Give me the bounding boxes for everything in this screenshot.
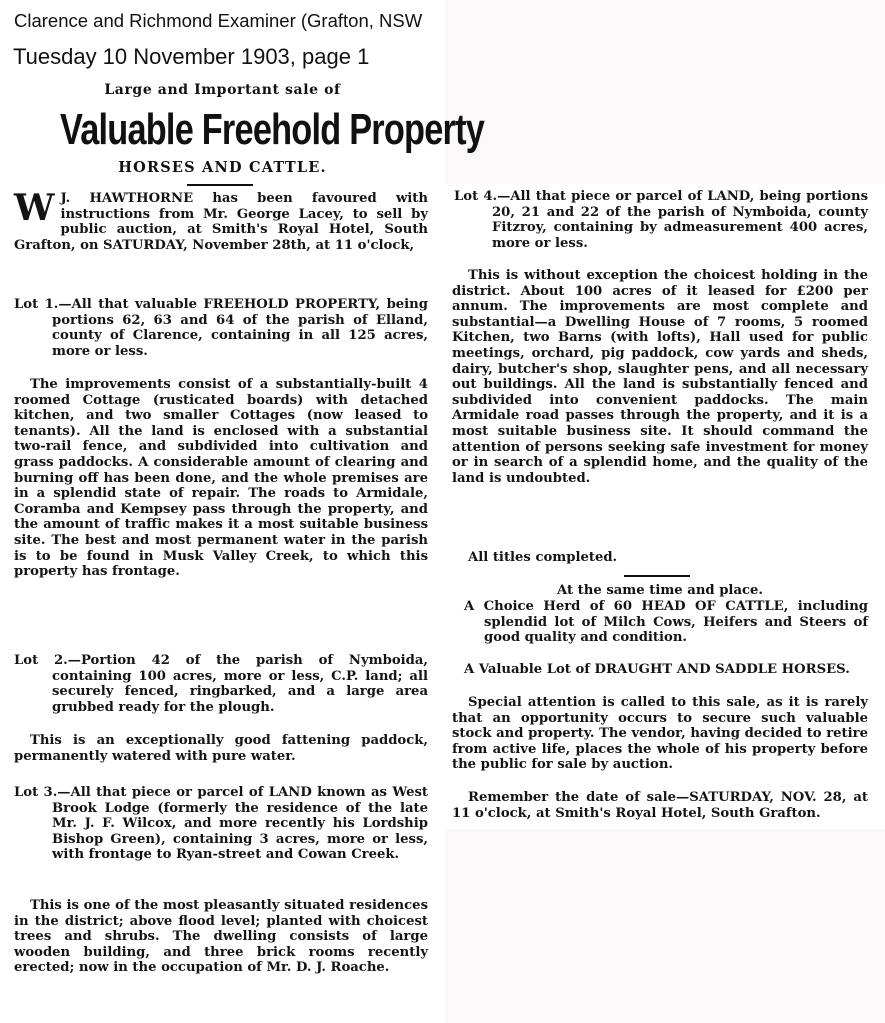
special-attention-paragraph: Special attention is called to this sale, as it is rarely that an opportunity occurs to secure such valuable stock and property. The vendor, having decided to retire from active life, places the whole of his property before the public for sale by auction.: [452, 695, 868, 773]
cattle-paragraph: A Choice Herd of 60 HEAD OF CATTLE, including splendid lot of Milch Cows, Heifers and Steers of good quality and condition.: [464, 599, 868, 646]
divider-rule: [624, 575, 690, 577]
intro-text: J. HAWTHORNE has been favoured with instructions from Mr. George Lacey, to sell by public auction, at Smith's Royal Hotel, South Grafton, on SATURDAY, November 28th, at 11 o'clock,: [14, 191, 428, 253]
lot-1-paragraph: Lot 1.—All that valuable FREEHOLD PROPERTY, being portions 62, 63 and 64 of the parish of Elland, county of Clarence, containing in all 125 acres, more or less.: [14, 297, 428, 359]
divider-rule: [187, 184, 253, 186]
advert-headline: Valuable Freehold Property: [59, 105, 485, 154]
same-time-line: At the same time and place.: [556, 583, 764, 598]
lot-1-description: The improvements consist of a substantially-built 4 roomed Cottage (rusticated boards) with detached kitchen, and two smaller Cottages (now leased to tenants). All the land is enclosed with a substantial two-rail fence, and subdivided into cultivation and grass paddocks. A considerable amount of clearing and burning off has been done, and the whole premises are in a splendid state of repair. The roads to Armidale, Coramba and Kempsey pass through the property, and the amount of traffic makes it a most suitable business site. The best and most permanent water in the parish is to be found in Musk Valley Creek, to which this property has frontage.: [14, 377, 428, 580]
date-caption: Tuesday 10 November 1903, page 1: [13, 44, 370, 69]
drop-cap: W: [14, 187, 55, 229]
advert-subhead: HORSES AND CATTLE.: [118, 159, 327, 176]
titles-completed: All titles completed.: [468, 550, 618, 565]
lot-2-description: This is an exceptionally good fattening paddock, permanently watered with pure water.: [14, 733, 428, 764]
horses-paragraph: A Valuable Lot of DRAUGHT AND SADDLE HORSES.: [464, 662, 850, 677]
lot-4-description: This is without exception the choicest holding in the district. About 100 acres of it leased for £200 per annum. The improvements are most complete and substantial—a Dwelling House of 7 rooms, 5 roomed Kitchen, two Barns (with lofts), Hall used for public meetings, orchard, pig paddock, cow yards and sheds, dairy, butcher's shop, slaughter pens, and all necessary out buildings. All the land is substantially fenced and subdivided into convenient paddocks. The main Armidale road passes through the property, and it is a most suitable business site. It should command the attention of persons seeking safe investment for money or in search of a splendid home, and the quality of the land is undoubted.: [452, 268, 868, 486]
advert-kicker: Large and Important sale of: [104, 82, 341, 98]
lot-2-paragraph: Lot 2.—Portion 42 of the parish of Nymboida, containing 100 acres, more or less, C.P. land; all securely fenced, ringbarked, and a large area grubbed ready for the plough.: [14, 653, 428, 715]
remember-date-paragraph: Remember the date of sale—SATURDAY, NOV. 28, at 11 o'clock, at Smith's Royal Hotel, South Grafton.: [452, 790, 868, 821]
lot-3-paragraph: Lot 3.—All that piece or parcel of LAND known as West Brook Lodge (formerly the residence of the late Mr. J. F. Wilcox, and more recently his Lordship Bishop Green), containing 3 acres, more or less, with frontage to Ryan-street and Cowan Creek.: [14, 785, 428, 863]
lot-4-paragraph: Lot 4.—All that piece or parcel of LAND, being portions 20, 21 and 22 of the parish of Nymboida, county Fitzroy, containing by admeasurement 400 acres, more or less.: [454, 189, 868, 251]
lot-3-description: This is one of the most pleasantly situated residences in the district; above flood level; planted with choicest trees and shrubs. The dwelling consists of large wooden building, and three brick rooms recently erected; now in the occupation of Mr. D. J. Roache.: [14, 898, 428, 976]
intro-paragraph: [14, 187, 428, 253]
source-caption: Clarence and Richmond Examiner (Grafton, NSW: [14, 10, 423, 31]
